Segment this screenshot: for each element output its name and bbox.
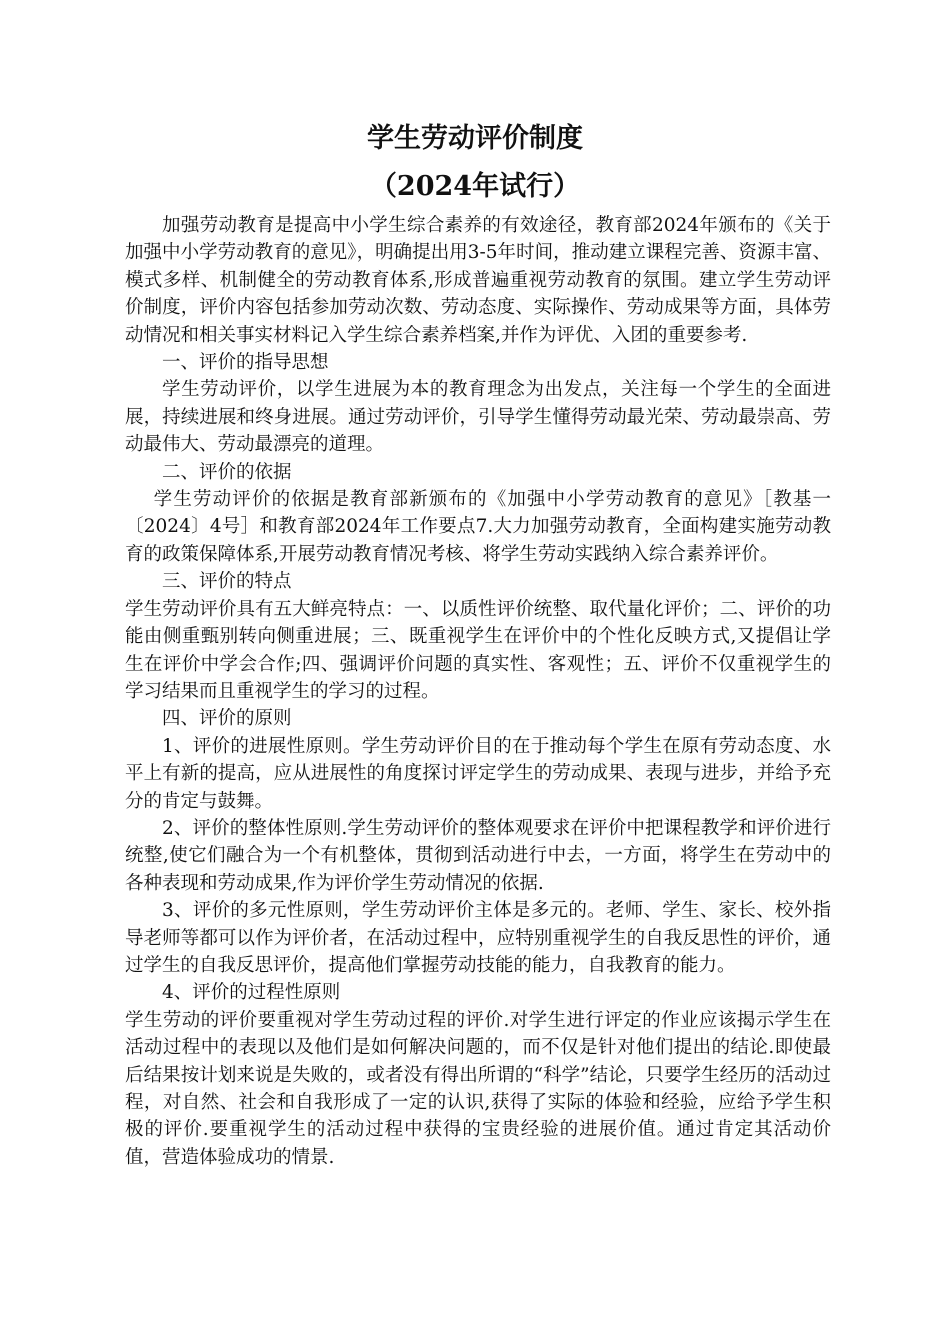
section-heading-guiding-thought: 一、评价的指导思想 (162, 352, 329, 374)
section-heading-basis: 二、评价的依据 (162, 461, 292, 483)
principle-process-paragraph: 学生劳动的评价要重视对学生劳动过程的评价.对学生进行评定的作业应该揭示学生在活动过程中的表现以及他们是如何解决问题的，而不仅是针对他们提出的结论.即使最后结果按计划来说是失败的，或者没有得出所谓的“科学”结论，只要学生经历的活动过程，对自然、社会和自我形成了一定的认识,获得了实际的体验和经验，应给予学生积极的评价.要重视学生的活动过程中获得的宝贵经验的进展价值。通过肯定其活动价值，营造体验成功的情景. (125, 1009, 831, 1168)
principle-integrity-paragraph: 2、评价的整体性原则.学生劳动评价的整体观要求在评价中把课程教学和评价进行统整,使它们融合为一个有机整体，贯彻到活动进行中去，一方面，将学生在劳动中的各种表现和劳动成果,作为评价学生劳动情况的依据. (125, 817, 831, 894)
features-paragraph: 学生劳动评价具有五大鲜亮特点：一、以质性评价统整、取代量化评价；二、评价的功能由侧重甄别转向侧重进展；三、既重视学生在评价中的个性化反映方式,又提倡让学生在评价中学会合作;四、强调评价问题的真实性、客观性；五、评价不仅重视学生的学习结果而且重视学生的学习的过程。 (125, 598, 831, 702)
section-heading-principles: 四、评价的原则 (162, 708, 292, 730)
principle-diversity-paragraph: 3、评价的多元性原则，学生劳动评价主体是多元的。老师、学生、家长、校外指导老师等都可以作为评价者，在活动过程中，应特别重视学生的自我反思性的评价，通过学生的自我反思评价，提高他们掌握劳动技能的能力，自我教育的能力。 (125, 900, 831, 976)
document-body (125, 212, 831, 1171)
document-title: 学生劳动评价制度 (367, 123, 583, 154)
section-heading-features: 三、评价的特点 (162, 571, 292, 593)
intro-paragraph: 加强劳动教育是提高中小学生综合素养的有效途径，教育部2024年颁布的《关于加强中小学劳动教育的意见》，明确提出用3-5年时间，推动建立课程完善、资源丰富、模式多样、机制健全的劳动教育体系,形成普遍重视劳动教育的氛围。建立学生劳动评价制度，评价内容包括参加劳动次数、劳动态度、实际操作、劳动成果等方面，具体劳动情况和相关事实材料记入学生综合素养档案,并作为评优、入团的重要参考. (125, 215, 831, 346)
guiding-thought-paragraph: 学生劳动评价，以学生进展为本的教育理念为出发点，关注每一个学生的全面进展，持续进展和终身进展。通过劳动评价，引导学生懂得劳动最光荣、劳动最崇高、劳动最伟大、劳动最漂亮的道理。 (125, 379, 831, 456)
document-subtitle: （2024年试行） (369, 171, 581, 202)
principle-process-heading: 4、评价的过程性原则 (162, 982, 341, 1004)
principle-development-paragraph: 1、评价的进展性原则。学生劳动评价目的在于推动每个学生在原有劳动态度、水平上有新的提高，应从进展性的角度探讨评定学生的劳动成果、表现与进步，并给予充分的肯定与鼓舞。 (125, 735, 831, 812)
basis-paragraph: 学生劳动评价的依据是教育部新颁布的《加强中小学劳动教育的意见》［教基一〔2024〕4号］和教育部2024年工作要点7.大力加强劳动教育，全面构建实施劳动教育的政策保障体系,开展劳动教育情况考核、将学生劳动实践纳入综合素养评价。 (125, 489, 831, 565)
